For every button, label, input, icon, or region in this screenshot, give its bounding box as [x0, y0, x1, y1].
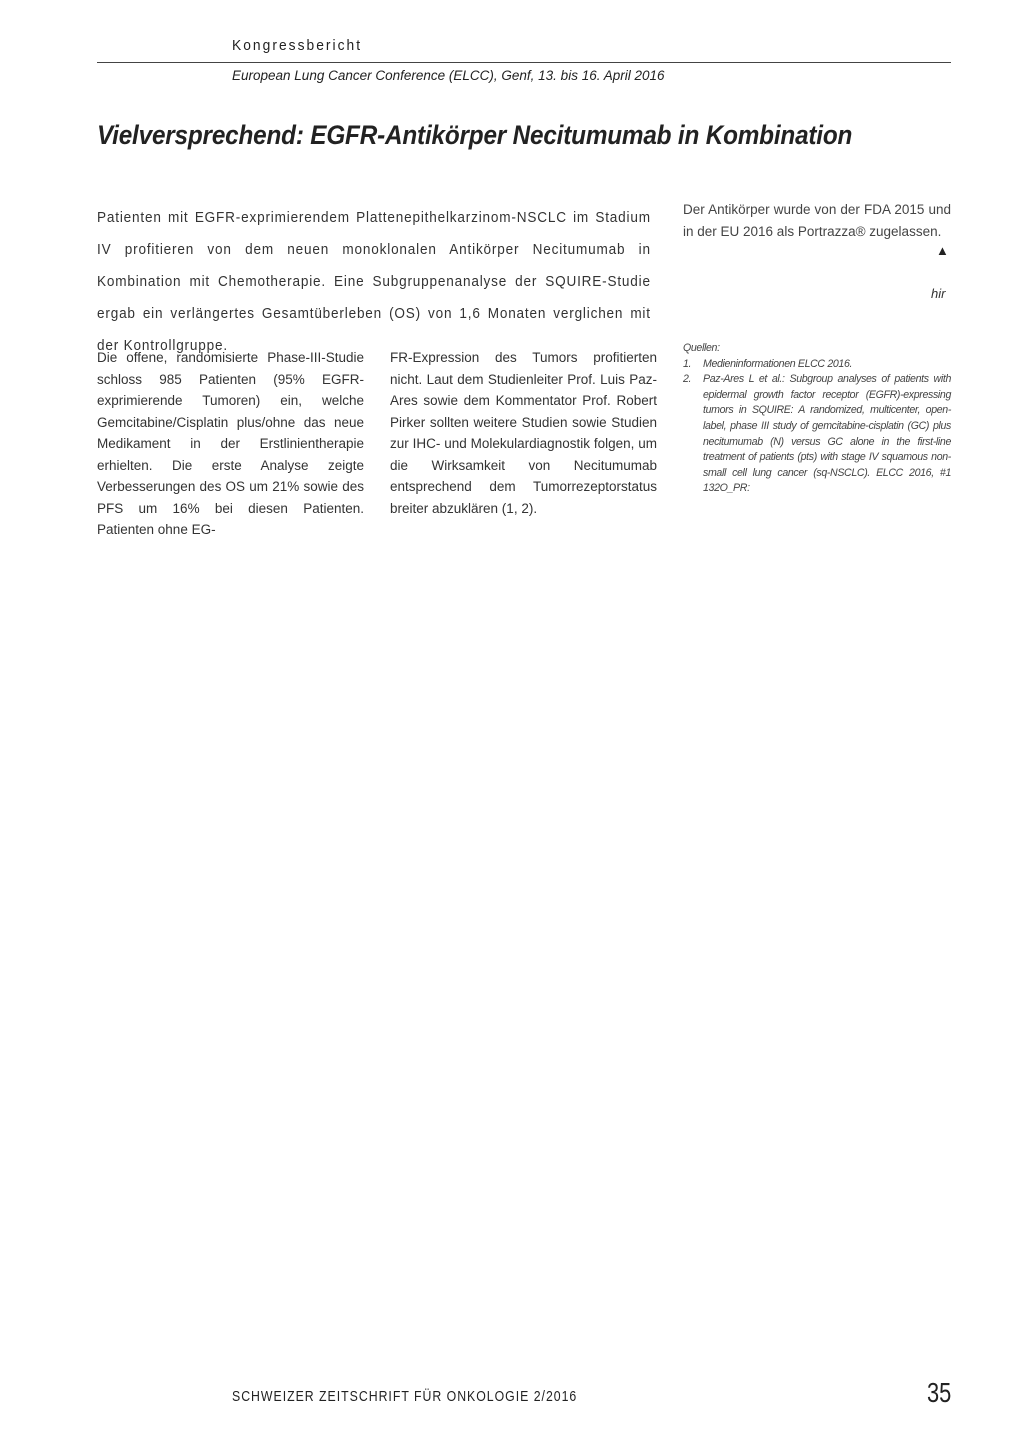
source-item [683, 357, 951, 373]
source-text: Paz-Ares L et al.: Subgroup analyses of patients with epidermal growth factor receptor (EGFR)-expressing tumors in SQUIRE: A randomized, multicenter, open-label, phase III study of gemcitabine-cisplatin (GC) plus necitumumab (N) versus GC alone in the first-line treatment of patients (pts) with stage IV squamous non-small cell lung cancer (sq-NSCLC). ELCC 2016, #1 132O_PR: [703, 373, 951, 495]
journal-footer: SCHWEIZER ZEITSCHRIFT FÜR ONKOLOGIE 2/2016 [232, 1388, 578, 1405]
end-mark-triangle-icon: ▲ [936, 243, 949, 258]
body-column-1: Die offene, randomisierte Phase-III-Studie schloss 985 Patienten (95% EGFR-exprimierende Tumoren) ein, welche Gemcitabine/Cisplatin plus/ohne das neue Medikament in der Erstlinientherapie erhielten. Die erste Analyse zeigte Verbesserungen des OS um 21% sowie des PFS um 16% bei diesen Patienten. Patienten ohne EG- [97, 350, 364, 537]
author-initials: hir [931, 286, 946, 301]
sources-heading: Quellen: [683, 342, 720, 354]
source-text: Medieninformationen ELCC 2016. [703, 357, 853, 370]
sources-block [683, 341, 951, 497]
body-column-2: FR-Expression des Tumors profitierten nicht. Laut dem Studienleiter Prof. Luis Paz-Ares sowie dem Kommentator Prof. Robert Pirker sollten weitere Studien sowie Studien zur IHC- und Molekulardiagnostik folgen, um die Wirksamkeit von Necitumumab entsprechend dem Tumorrezeptorstatus breiter abzuklären (1, 2). [390, 350, 657, 516]
section-label: Kongressbericht [232, 37, 363, 54]
page-number: 35 [927, 1377, 952, 1408]
article-title: Vielversprechend: EGFR-Antikörper Necitumumab in Kombination [97, 120, 853, 150]
article-lead: Patienten mit EGFR-exprimierendem Plattenepithelkarzinom-NSCLC im Stadium IV profitieren von dem neuen monoklonalen Antikörper Necitumumab in Kombination mit Chemotherapie. Eine Subgruppenanalyse der SQUIRE-Studie ergab ein verlängertes Gesamtüberleben (OS) von 1,6 Monaten verglichen mit der Kontrollgruppe. [97, 209, 651, 354]
source-number: 2. [683, 373, 692, 386]
source-number: 1. [683, 357, 692, 370]
source-item [683, 372, 951, 497]
conference-line: European Lung Cancer Conference (ELCC), Genf, 13. bis 16. April 2016 [232, 68, 665, 83]
approval-note: Der Antikörper wurde von der FDA 2015 und in der EU 2016 als Portrazza® zugelassen. [683, 202, 951, 239]
header-rule [97, 62, 951, 63]
